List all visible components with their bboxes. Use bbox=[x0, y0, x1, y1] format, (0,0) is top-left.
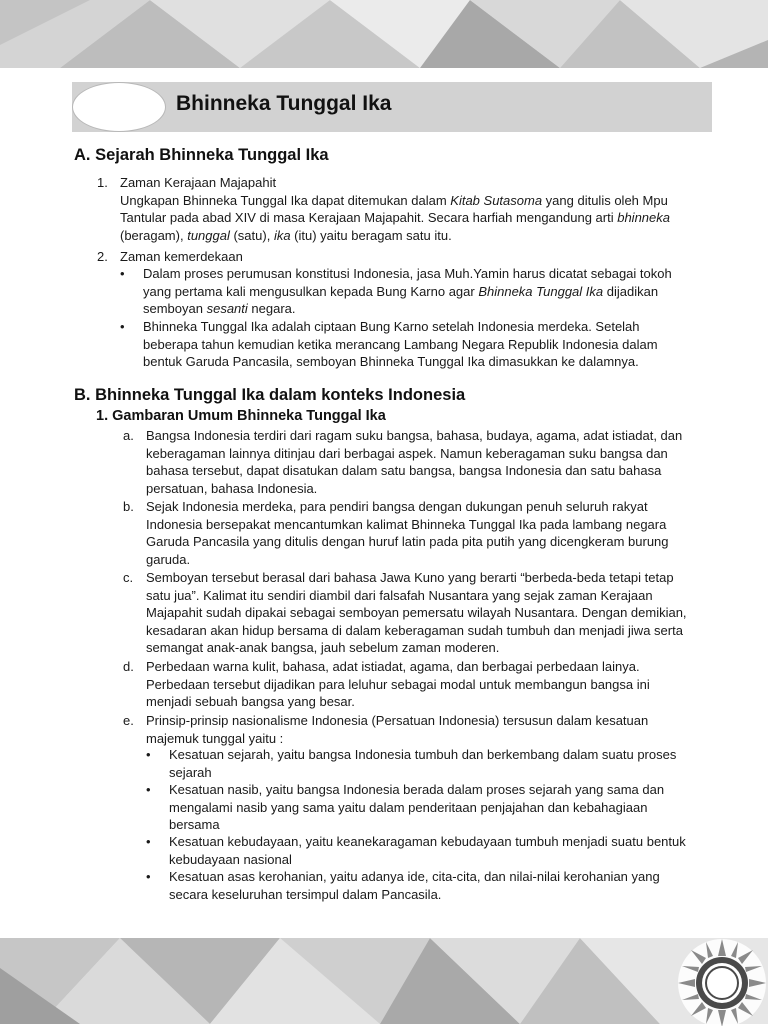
item-text-line: persatuan, bahasa Indonesia. bbox=[146, 480, 318, 496]
bullet-glyph: • bbox=[146, 747, 151, 762]
item-text-line: menjadi sebuah bangsa yang besar. bbox=[146, 694, 355, 709]
list-item-d bbox=[146, 658, 703, 711]
item-text-line: garuda. bbox=[146, 551, 191, 567]
item-text-line bbox=[120, 192, 704, 210]
bullet-glyph: • bbox=[146, 869, 151, 884]
item-text-line: Semboyan tersebut berasal dari bahasa Jawa Kuno yang berarti “berbeda-beda tetapi tetap bbox=[146, 570, 674, 585]
item-text-line: Kesatuan nasib, yaitu bangsa Indonesia berada dalam proses sejarah yang sama dan bbox=[169, 782, 665, 797]
item-text-line: Kesatuan asas kerohanian, yaitu adanya ide, cita-cita, dan nilai-nilai kerohanian yang bbox=[169, 869, 660, 884]
item-text-line: majemuk tunggal yaitu : bbox=[146, 730, 284, 746]
subsection-heading: 1. Gambaran Umum Bhinneka Tunggal Ika bbox=[96, 408, 386, 424]
text-run: Tantular pada abad XIV di masa Kerajaan Majapahit. Secara harfiah mengandung arti bbox=[120, 210, 618, 225]
item-number: 1. bbox=[97, 175, 108, 190]
item-number: 2. bbox=[97, 249, 108, 264]
polygon-pattern-bottom bbox=[0, 938, 768, 1024]
section-b-heading: B. Bhinneka Tunggal Ika dalam konteks Indonesia bbox=[74, 386, 466, 404]
item-text-line: Prinsip-prinsip nasionalisme Indonesia (Persatuan Indonesia) tersusun dalam kesatuan bbox=[146, 713, 649, 728]
bullet-glyph: • bbox=[146, 782, 151, 797]
item-label: d. bbox=[123, 659, 134, 674]
item-text-line: Majapahit sudah dipakai sebagai semboyan pemersatu wilayah Nusantara. Dengan demikian, bbox=[146, 605, 687, 620]
text-run: Ungkapan Bhinneka Tunggal Ika dapat ditemukan dalam bbox=[120, 192, 451, 208]
page-title: Bhinneka Tunggal Ika bbox=[176, 92, 392, 115]
item-text-line: secara keseluruhan tersimpul dalam Pancasila. bbox=[169, 886, 442, 902]
item-text-line: Bangsa Indonesia terdiri dari ragam suku bangsa, bahasa, budaya, agama, adat istiadat, dan bbox=[146, 428, 683, 443]
item-label: c. bbox=[123, 570, 134, 585]
top-decorative-band bbox=[0, 0, 768, 68]
list-item-bullet bbox=[169, 868, 703, 903]
item-label: b. bbox=[123, 499, 134, 514]
emphasis-text: Bhinneka Tunggal Ika bbox=[478, 283, 604, 299]
item-text-line bbox=[120, 227, 704, 245]
item-text-line: satu jua”. Kalimat itu sendiri diambil dari falsafah Nusantara yang sejak zaman Kerajaan bbox=[146, 587, 653, 603]
sunburst-gear-icon bbox=[672, 936, 768, 1026]
item-label: a. bbox=[123, 428, 134, 443]
list-item-bullet bbox=[169, 833, 703, 868]
item-text-line: Perbedaan tersebut dijadikan para leluhur sebagai modal untuk membangun bangsa ini bbox=[146, 676, 650, 692]
item-text-line: bentuk Garuda Pancasila, semboyan Bhinneka Tunggal Ika dimasukkan ke dalamnya. bbox=[143, 354, 639, 369]
item-text-line bbox=[143, 283, 703, 301]
list-item-e bbox=[146, 712, 703, 747]
text-run: negara. bbox=[247, 301, 296, 316]
polygon-pattern-top bbox=[0, 0, 768, 68]
list-item-bullet bbox=[143, 318, 703, 371]
item-text-line: beberapa tahun kemudian ketika merancang Lambang Negara Republik Indonesia dalam bbox=[143, 336, 658, 352]
item-text-line: Bhinneka Tunggal Ika adalah ciptaan Bung Karno setelah Indonesia merdeka. Setelah bbox=[143, 319, 640, 334]
item-text-line: mengalami nasib yang sama yaitu dalam penderitaan penjajahan dan kebahagiaan bbox=[169, 799, 648, 815]
text-run: yang pertama kali mengusulkan kepada Bung Karno agar bbox=[143, 283, 479, 299]
list-item-c bbox=[146, 569, 703, 657]
item-text-line: Dalam proses perumusan konstitusi Indonesia, jasa Muh.Yamin harus dicatat sebagai tokoh bbox=[143, 266, 672, 281]
list-item-bullet bbox=[169, 781, 703, 834]
item-text-line bbox=[120, 209, 704, 227]
item-text-line: Kesatuan sejarah, yaitu bangsa Indonesia tumbuh dan berkembang dalam suatu proses bbox=[169, 747, 677, 762]
item-text-line: Perbedaan warna kulit, bahasa, adat istiadat, agama, dan berbagai perbedaan lainya. bbox=[146, 659, 640, 674]
item-text-line: Kesatuan kebudayaan, yaitu keanekaragaman kebudayaan tumbuh menjadi suatu bentuk bbox=[169, 834, 686, 849]
item-text-line: bahasa tersebut, dapat disatukan dalam satu bangsa, bangsa Indonesia dan satu bahasa bbox=[146, 463, 662, 478]
item-title: Zaman Kerajaan Majapahit bbox=[120, 175, 277, 190]
text-run: (beragam), bbox=[120, 227, 188, 243]
text-run: dijadikan bbox=[603, 283, 659, 299]
item-text-line: semangat anak-anak bangsa, jauh sebelum zaman moderen. bbox=[146, 640, 500, 655]
item-text-line: keberagaman lainnya ditinjau dari berbagai aspek. Namun keberagaman suku bangsa dan bbox=[146, 445, 668, 461]
text-run: semboyan bbox=[143, 301, 207, 316]
section-a-heading: A. Sejarah Bhinneka Tunggal Ika bbox=[74, 146, 329, 164]
item-text-line: kesadaran akan hidup bersama di dalam keberagaman sudah tumbuh dan menjadi jiwa serta bbox=[146, 622, 683, 638]
emphasis-text: bhinneka bbox=[617, 210, 670, 225]
item-title: Zaman kemerdekaan bbox=[120, 249, 243, 264]
item-text-line: bersama bbox=[169, 817, 220, 832]
bullet-glyph: • bbox=[120, 266, 125, 281]
item-label: e. bbox=[123, 713, 134, 728]
emphasis-text: tunggal bbox=[187, 227, 230, 243]
emphasis-text: Kitab Sutasoma bbox=[450, 192, 543, 208]
item-text-line: Sejak Indonesia merdeka, para pendiri bangsa dengan dukungan penuh seluruh rakyat bbox=[146, 499, 648, 514]
item-text-line: Garuda Pancasila yang ditulis dengan huruf latin pada pita putih yang dicengkeram burung bbox=[146, 534, 669, 549]
text-run: (itu) yaitu beragam satu itu. bbox=[290, 227, 452, 243]
list-item-majapahit bbox=[120, 174, 704, 244]
title-oval-ornament bbox=[72, 82, 166, 132]
bottom-decorative-band bbox=[0, 938, 768, 1024]
item-text-line bbox=[143, 300, 703, 318]
bullet-glyph: • bbox=[146, 834, 151, 849]
emphasis-text: sesanti bbox=[206, 301, 248, 316]
list-item-bullet bbox=[143, 265, 703, 318]
emphasis-text: ika bbox=[273, 227, 291, 243]
list-item-b bbox=[146, 498, 703, 568]
item-text-line: Indonesia bersepakat mencantumkan kalimat Bhinneka Tunggal Ika pada lambang negara bbox=[146, 516, 667, 532]
title-bar bbox=[72, 82, 712, 132]
list-item-bullet bbox=[169, 746, 703, 781]
bullet-glyph: • bbox=[120, 319, 125, 334]
item-text-line: kebudayaan nasional bbox=[169, 851, 292, 867]
text-run: yang ditulis oleh Mpu bbox=[542, 192, 668, 208]
list-item-a bbox=[146, 427, 703, 497]
text-run: (satu), bbox=[229, 227, 274, 243]
item-text-line: sejarah bbox=[169, 764, 212, 780]
